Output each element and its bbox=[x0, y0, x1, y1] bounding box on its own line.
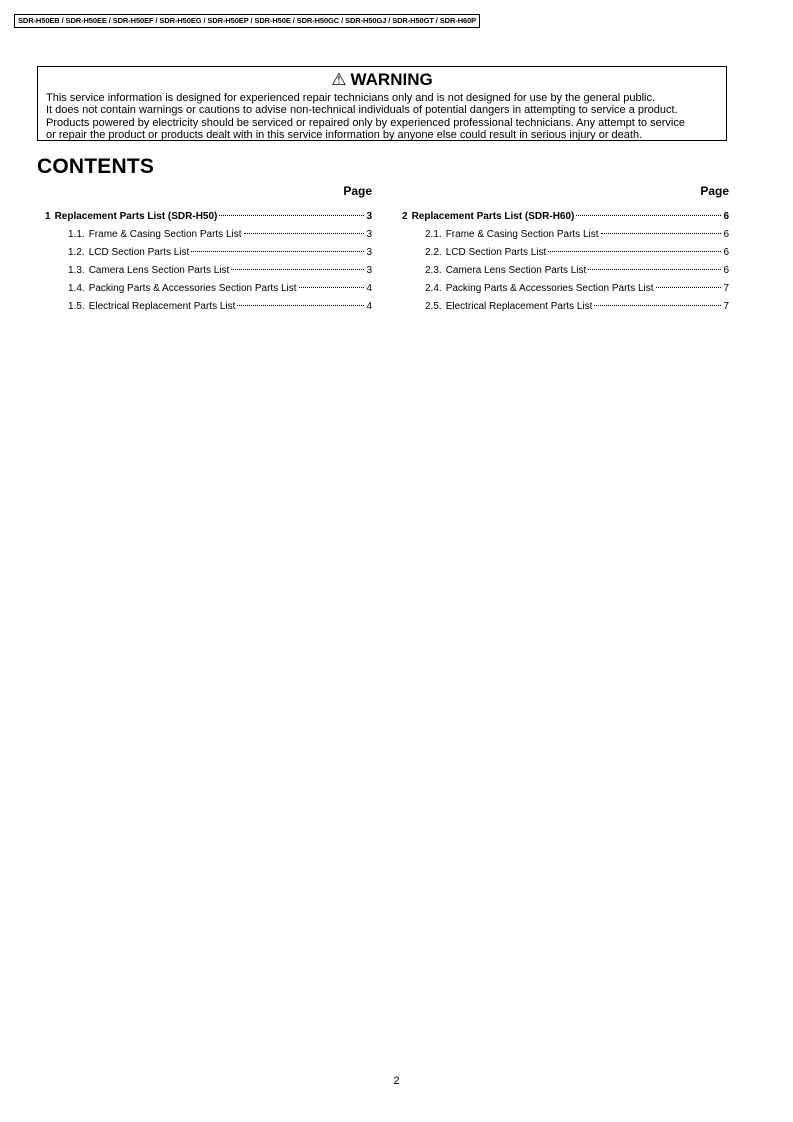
page-column-header: Page bbox=[700, 184, 729, 198]
toc-entry-2[interactable] bbox=[402, 208, 729, 226]
toc-entry-1-4[interactable] bbox=[45, 280, 372, 298]
model-list-header: SDR-H50EB / SDR-H50EE / SDR-H50EF / SDR-H50EG / SDR-H50EP / SDR-H50E / SDR-H50GC / SDR-H50GJ / SDR-H50GT / SDR-H60P bbox=[14, 14, 480, 28]
page-number: 2 bbox=[393, 1075, 400, 1087]
toc-entry-page: 4 bbox=[366, 301, 372, 312]
toc-entry-page: 7 bbox=[723, 301, 729, 312]
toc-entry-2-1[interactable] bbox=[402, 226, 729, 244]
toc-dot-leader bbox=[656, 287, 722, 288]
warning-line: or repair the product or products dealt with in this service information by anyone else could result in serious injury or death. bbox=[46, 129, 643, 142]
toc-entry-page: 3 bbox=[366, 247, 372, 258]
toc-dot-leader bbox=[548, 251, 721, 252]
warning-line: This service information is designed for experienced repair technicians only and is not designed for use by the general public. bbox=[46, 92, 656, 104]
toc-entry-1-2[interactable] bbox=[45, 244, 372, 262]
contents-title: CONTENTS bbox=[37, 155, 155, 178]
toc-entry-title: Camera Lens Section Parts List bbox=[88, 265, 230, 276]
toc-entry-2-3[interactable] bbox=[402, 262, 729, 280]
toc-entry-title: Packing Parts & Accessories Section Parts List bbox=[445, 283, 654, 294]
toc-entry-page: 3 bbox=[366, 265, 372, 276]
toc-dot-leader bbox=[601, 233, 722, 234]
toc-dot-leader bbox=[588, 269, 721, 270]
toc-entry-number: 1.3. bbox=[68, 265, 85, 276]
toc-entry-page: 6 bbox=[723, 265, 729, 276]
toc-entry-1-1[interactable] bbox=[45, 226, 372, 244]
toc-entry-number: 1.5. bbox=[68, 301, 85, 312]
toc-entry-title: Frame & Casing Section Parts List bbox=[88, 229, 242, 240]
warning-box bbox=[37, 66, 727, 141]
toc-entry-page: 6 bbox=[723, 211, 729, 222]
toc-entry-title: Electrical Replacement Parts List bbox=[88, 301, 236, 312]
toc-entry-number: 2.3. bbox=[425, 265, 442, 276]
warning-line: It does not contain warnings or cautions to advise non-technical individuals of potential dangers in attempting to service a product. bbox=[46, 104, 678, 117]
toc-column-left bbox=[45, 183, 372, 316]
toc-entry-page: 4 bbox=[366, 283, 372, 294]
toc-entry-number: 2 bbox=[402, 211, 408, 222]
toc-dot-leader bbox=[594, 305, 721, 306]
warning-line: Products powered by electricity should be serviced or repaired only by experienced professional technicians. Any attempt to service bbox=[46, 116, 685, 129]
toc-dot-leader bbox=[244, 233, 365, 234]
toc-entry-number: 2.1. bbox=[425, 229, 442, 240]
toc-entry-page: 3 bbox=[366, 211, 372, 222]
toc-dot-leader bbox=[191, 251, 364, 252]
toc-entry-title: Packing Parts & Accessories Section Parts List bbox=[88, 283, 297, 294]
toc-entry-number: 2.5. bbox=[425, 301, 442, 312]
toc-entry-2-5[interactable] bbox=[402, 298, 729, 316]
toc-entry-2-2[interactable] bbox=[402, 244, 729, 262]
toc-dot-leader bbox=[231, 269, 364, 270]
toc-entry-1-3[interactable] bbox=[45, 262, 372, 280]
toc-entry-1[interactable] bbox=[45, 208, 372, 226]
warning-title bbox=[46, 70, 718, 90]
toc-entry-title: LCD Section Parts List bbox=[445, 247, 547, 258]
toc-entry-number: 1.1. bbox=[68, 229, 85, 240]
toc-entry-title: Camera Lens Section Parts List bbox=[445, 265, 587, 276]
toc-dot-leader bbox=[576, 215, 721, 216]
toc-column-right bbox=[402, 183, 729, 316]
toc-dot-leader bbox=[237, 305, 364, 306]
toc-entry-number: 1.2. bbox=[68, 247, 85, 258]
toc-entry-page: 3 bbox=[366, 229, 372, 240]
page-column-header: Page bbox=[343, 184, 372, 198]
toc-entry-number: 2.4. bbox=[425, 283, 442, 294]
toc-entry-title: Replacement Parts List (SDR-H60) bbox=[411, 211, 575, 222]
toc-entry-title: Frame & Casing Section Parts List bbox=[445, 229, 599, 240]
toc-entry-number: 2.2. bbox=[425, 247, 442, 258]
toc-dot-leader bbox=[219, 215, 364, 216]
toc-entry-page: 6 bbox=[723, 247, 729, 258]
toc-entry-number: 1 bbox=[45, 211, 51, 222]
warning-title-text: WARNING bbox=[350, 70, 433, 89]
toc-entry-title: Replacement Parts List (SDR-H50) bbox=[54, 211, 218, 222]
toc-entry-page: 6 bbox=[723, 229, 729, 240]
toc-entry-title: Electrical Replacement Parts List bbox=[445, 301, 593, 312]
toc-entry-page: 7 bbox=[723, 283, 729, 294]
toc-entry-1-5[interactable] bbox=[45, 298, 372, 316]
toc-entry-number: 1.4. bbox=[68, 283, 85, 294]
warning-triangle-icon: ⚠ bbox=[331, 70, 347, 89]
toc-entry-2-4[interactable] bbox=[402, 280, 729, 298]
toc-dot-leader bbox=[299, 287, 365, 288]
toc-entry-title: LCD Section Parts List bbox=[88, 247, 190, 258]
